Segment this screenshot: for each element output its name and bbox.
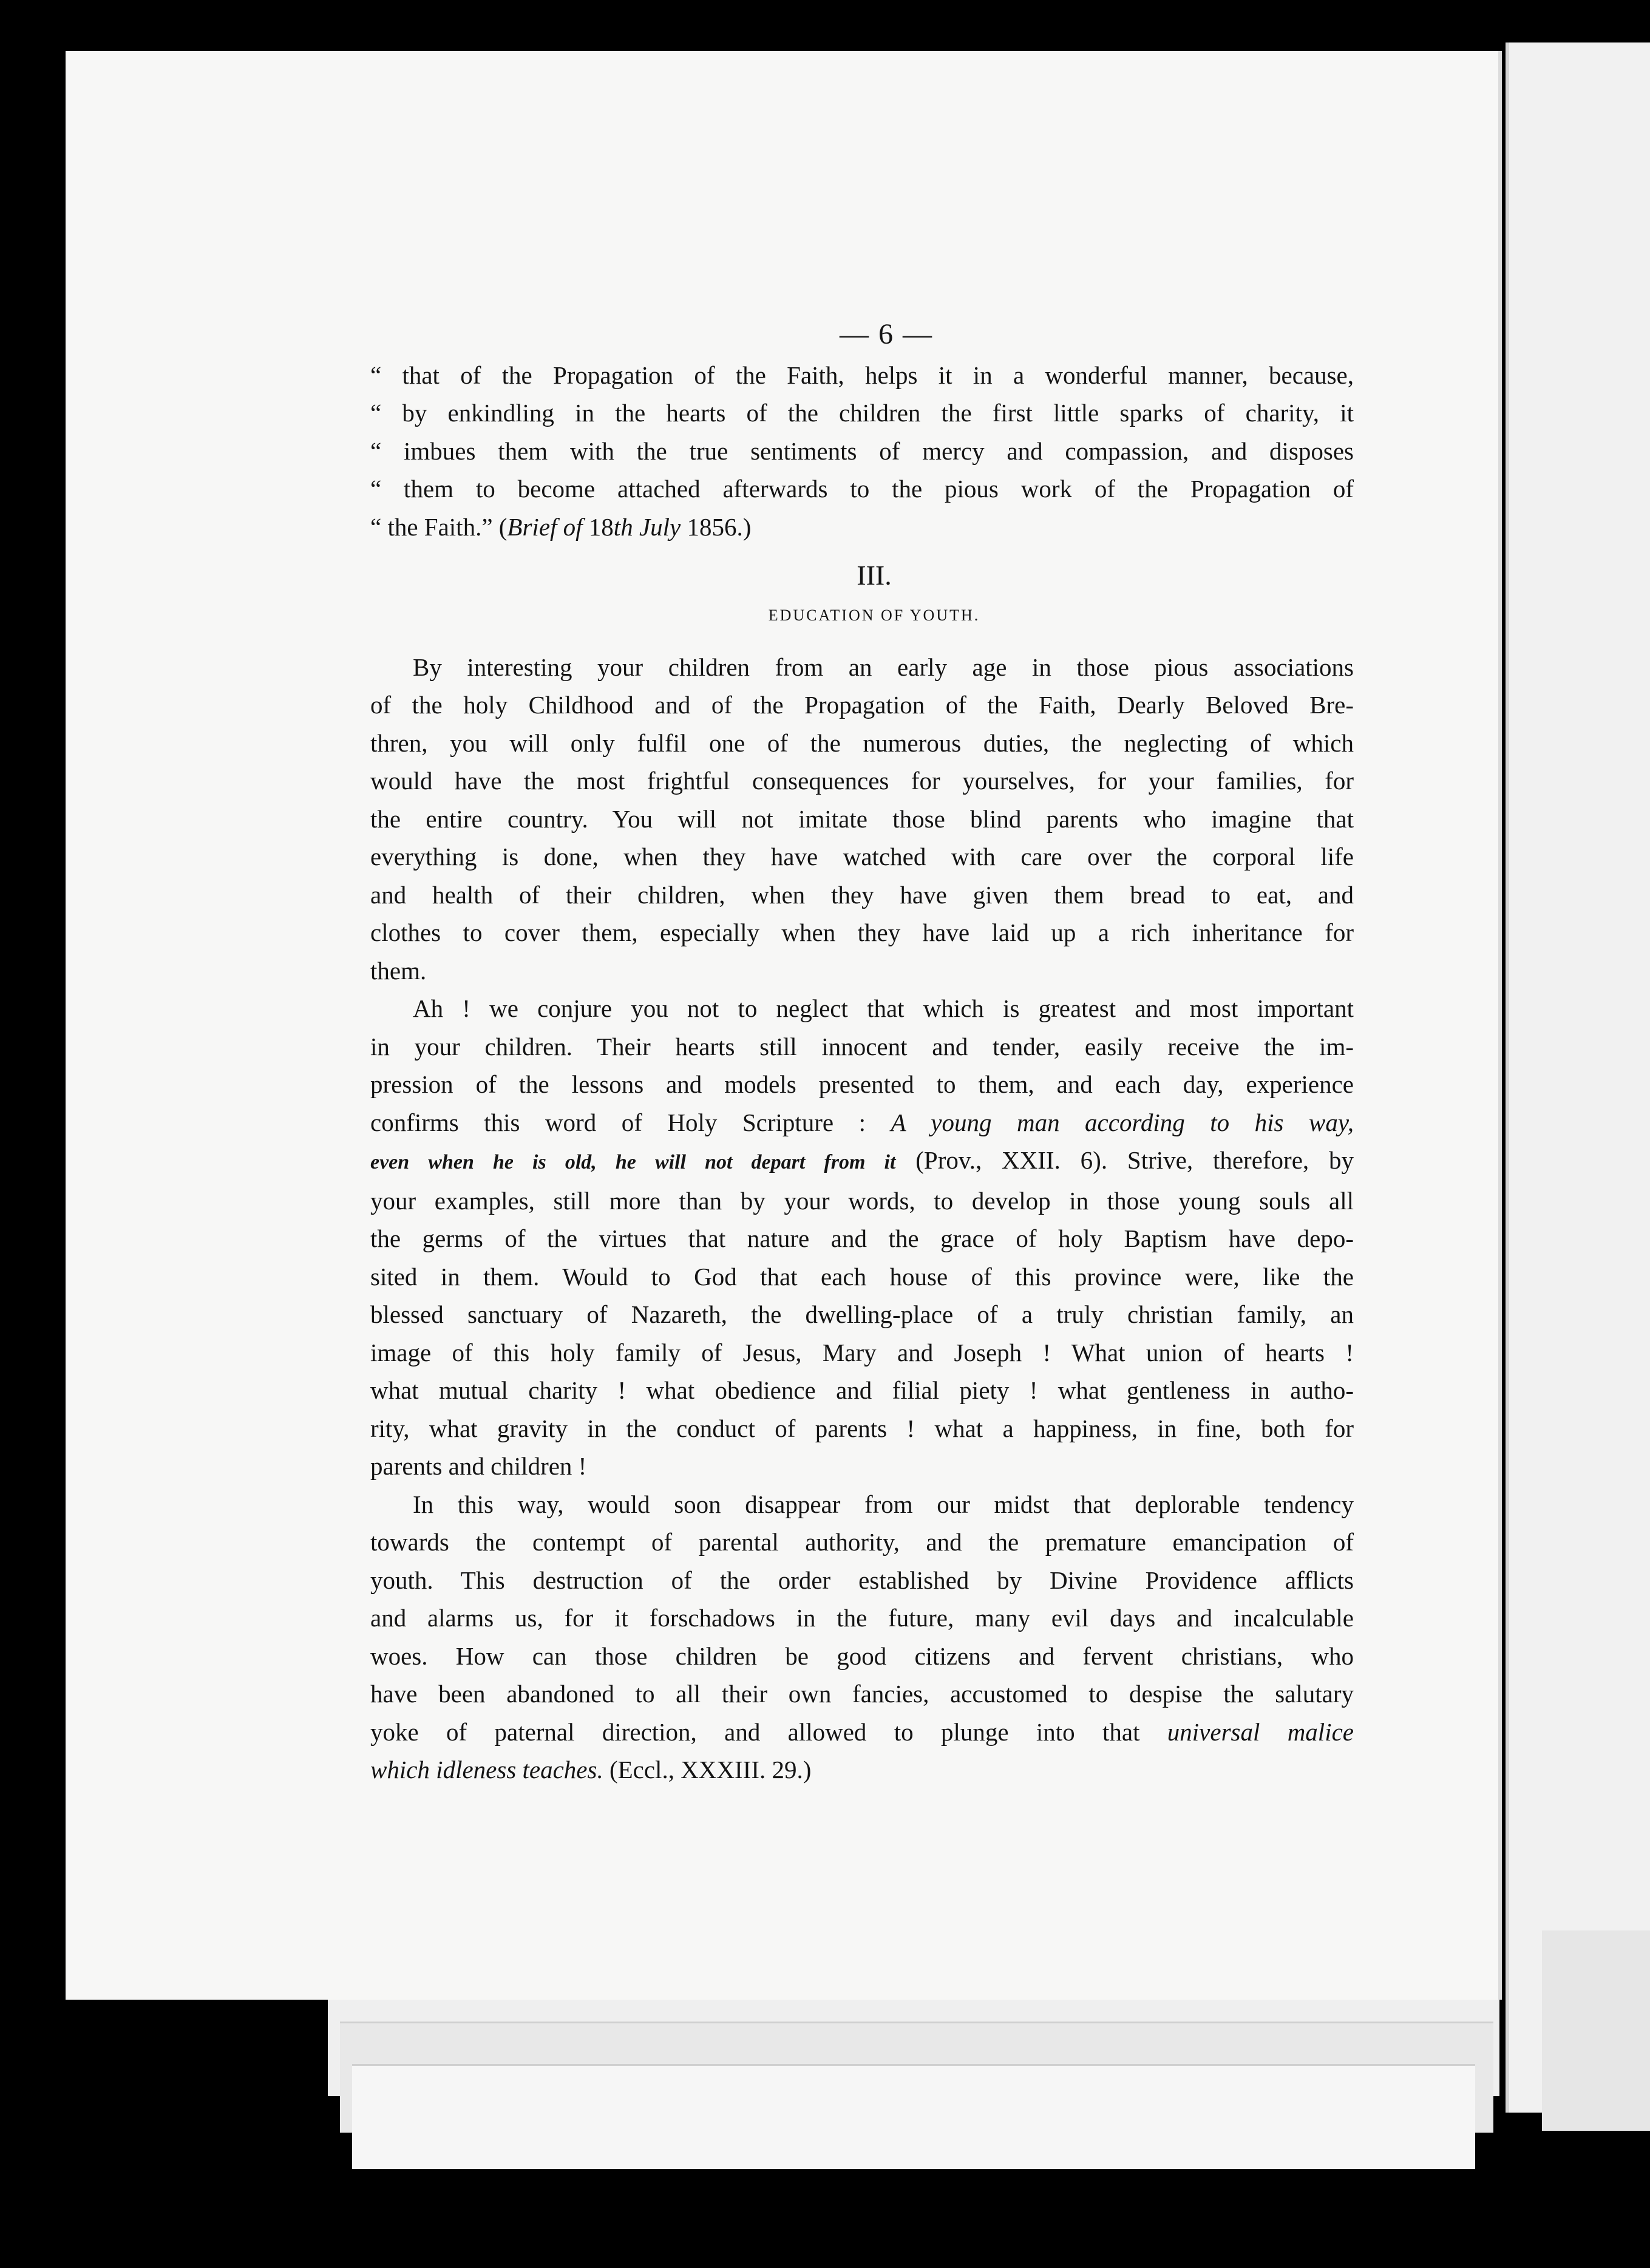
text-line: clothes to cover them, especially when they have laid up a rich inheritance for — [370, 918, 1354, 946]
text-line: your examples, still more than by your words, to develop in those young souls all — [370, 1186, 1354, 1215]
text-line: “ them to become attached afterwards to the pious work of the Propagation of — [370, 475, 1354, 503]
text-line: the entire country. You will not imitate those blind parents who imagine that — [370, 804, 1354, 833]
text-line: in your children. Their hearts still innocent and tender, easily receive the im- — [370, 1032, 1354, 1061]
text-line: them. — [370, 956, 427, 985]
text-run: 1856.) — [681, 512, 752, 541]
section-title: EDUCATION OF YOUTH. — [768, 606, 980, 624]
text-line: youth. This destruction of the order established by Divine Providence afflicts — [370, 1566, 1354, 1594]
text-line: In this way, would soon disappear from our midst that deplorable tendency — [413, 1490, 1354, 1518]
text-line: woes. How can those children be good citizens and fervent christians, who — [370, 1642, 1354, 1670]
text-run: “ the Faith.” ( — [370, 512, 508, 541]
italic-text: A young man according to his way, — [891, 1108, 1354, 1136]
text-line — [370, 1141, 1354, 1182]
paragraph — [370, 990, 1354, 1485]
italic-text: th July — [613, 512, 681, 541]
page-stack-edge — [352, 2064, 1475, 2169]
text-run: 18 — [582, 512, 614, 541]
text-line: image of this holy family of Jesus, Mary and Joseph ! What union of hearts ! — [370, 1338, 1354, 1367]
text-line: thren, you will only fulfil one of the numerous duties, the neglecting of which — [370, 728, 1354, 757]
italic-text: Brief of — [507, 512, 583, 541]
text-line: have been abandoned to all their own fancies, accustomed to despise the salutary — [370, 1680, 1354, 1708]
text-line: By interesting your children from an early age in those pious associations — [413, 653, 1354, 681]
text-line: pression of the lessons and models presented to them, and each day, experience — [370, 1070, 1354, 1098]
page-text — [370, 316, 1354, 1789]
paragraph — [370, 648, 1354, 990]
text-line: blessed sanctuary of Nazareth, the dwelling-place of a truly christian family, an — [370, 1300, 1354, 1328]
text-run: confirms this word of Holy Scripture : — [370, 1108, 891, 1136]
quote-paragraph — [370, 356, 1354, 546]
text-line: towards the contempt of parental authority, and the premature emancipation of — [370, 1528, 1354, 1556]
text-line: rity, what gravity in the conduct of parents ! what a happiness, in fine, both for — [370, 1414, 1354, 1442]
text-run: (Eccl., XXXIII. 29.) — [603, 1756, 812, 1784]
text-line: “ by enkindling in the hearts of the children the first little sparks of charity, it — [370, 399, 1354, 427]
italic-text: universal malice — [1167, 1717, 1354, 1746]
text-line: of the holy Childhood and of the Propagation of the Faith, Dearly Beloved Bre- — [370, 691, 1354, 719]
text-line: “ that of the Propagation of the Faith, helps it in a wonderful manner, because, — [370, 361, 1354, 389]
text-line: “ imbues them with the true sentiments of mercy and compassion, and disposes — [370, 436, 1354, 465]
text-line: and alarms us, for it forschadows in the future, many evil days and incalculable — [370, 1604, 1354, 1632]
text-line — [370, 1104, 1354, 1142]
italic-text: which idleness teaches. — [370, 1756, 603, 1784]
text-line — [370, 1713, 1354, 1751]
text-line: and health of their children, when they have given them bread to eat, and — [370, 880, 1354, 909]
italic-text: even when he is old, he will not depart from it — [370, 1151, 896, 1173]
text-line: what mutual charity ! what obedience and filial piety ! what gentleness in autho- — [370, 1376, 1354, 1404]
text-line: the germs of the virtues that nature and the grace of holy Baptism have depo- — [370, 1224, 1354, 1252]
text-run: (Prov., XXII. 6). Strive, therefore, by — [895, 1146, 1354, 1174]
text-line: would have the most frightful consequences for yourselves, for your families, for — [370, 767, 1354, 795]
text-line: everything is done, when they have watched with care over the corporal life — [370, 843, 1354, 871]
facing-page-edge — [1506, 42, 1650, 2113]
text-line — [370, 1751, 1354, 1789]
text-line: parents and children ! — [370, 1452, 587, 1480]
section-number: III. — [857, 560, 892, 591]
page-number: — 6 — — [840, 318, 933, 350]
text-line: Ah ! we conjure you not to neglect that which is greatest and most important — [413, 994, 1354, 1022]
facing-page-lower-edge — [1542, 1930, 1650, 2131]
text-line: sited in them. Would to God that each house of this province were, like the — [370, 1262, 1354, 1291]
text-line — [370, 508, 1354, 546]
paragraph — [370, 1485, 1354, 1789]
text-run: yoke of paternal direction, and allowed to plunge into that — [370, 1717, 1167, 1746]
